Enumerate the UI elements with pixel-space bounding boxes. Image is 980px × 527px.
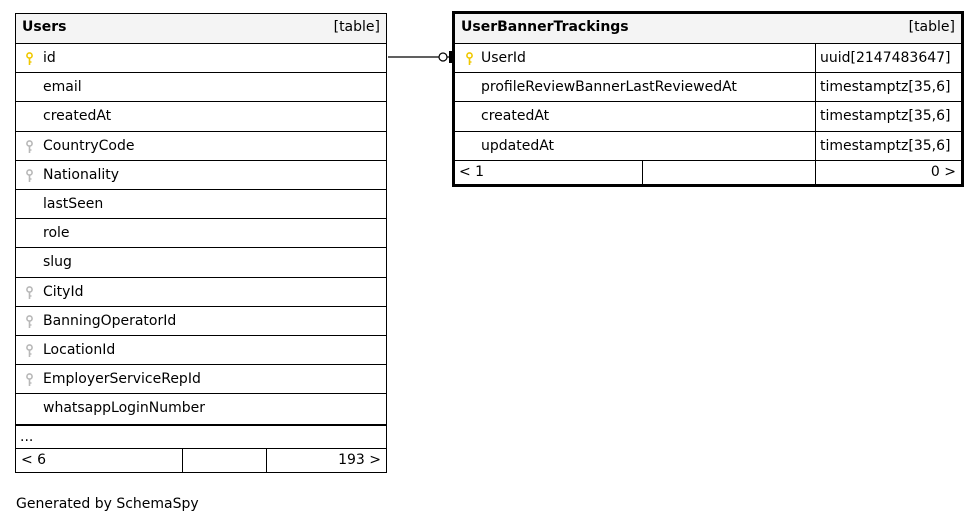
foreign-key-icon <box>26 315 32 328</box>
column-name-cell <box>455 132 816 160</box>
column-row[interactable] <box>16 335 386 364</box>
footer-spacer <box>643 161 816 184</box>
column-name: profileReviewBannerLastReviewedAt <box>481 79 737 96</box>
column-row[interactable] <box>16 101 386 130</box>
column-row[interactable] <box>16 131 386 160</box>
children-count[interactable]: 193 > <box>338 452 381 468</box>
column-name: id <box>43 50 56 66</box>
column-name: CityId <box>43 283 84 300</box>
column-name: LocationId <box>43 342 116 358</box>
column-type: timestamptz[35,6] <box>820 137 951 154</box>
column-name: EmployerServiceRepId <box>43 371 201 388</box>
column-row[interactable] <box>455 101 961 130</box>
column-name: CountryCode <box>43 137 135 154</box>
ellipsis: ... <box>20 429 34 445</box>
foreign-key-icon <box>26 140 32 153</box>
column-name: role <box>43 225 70 242</box>
column-name: updatedAt <box>481 137 555 154</box>
column-row[interactable] <box>455 72 961 101</box>
column-name-cell <box>455 73 816 101</box>
column-row[interactable] <box>16 72 386 101</box>
column-type: timestamptz[35,6] <box>820 108 951 125</box>
table-kind: [table] <box>333 19 380 35</box>
column-name: UserId <box>481 50 526 66</box>
column-name: createdAt <box>43 108 112 125</box>
column-row[interactable] <box>16 247 386 276</box>
column-row[interactable] <box>16 364 386 393</box>
generated-by-footer: Generated by SchemaSpy <box>16 496 199 512</box>
column-type: timestamptz[35,6] <box>820 79 951 96</box>
users-table-header <box>16 14 386 43</box>
column-row[interactable] <box>455 131 961 160</box>
table-kind: [table] <box>908 19 955 35</box>
column-name-cell <box>455 44 816 72</box>
table-name: UserBannerTrackings <box>461 19 629 35</box>
tracking-footer-row <box>455 160 961 184</box>
zero-cardinality-marker <box>439 53 447 61</box>
foreign-key-icon <box>26 286 32 299</box>
parents-count[interactable]: < 6 <box>16 449 183 472</box>
column-row[interactable] <box>16 189 386 218</box>
userbannertrackings-table-header <box>455 14 961 43</box>
column-row[interactable] <box>455 43 961 72</box>
parents-count[interactable]: < 1 <box>455 161 643 184</box>
column-name: lastSeen <box>43 196 104 212</box>
column-name: whatsappLoginNumber <box>43 400 206 417</box>
column-row[interactable] <box>16 43 386 72</box>
users-table[interactable] <box>15 13 387 473</box>
column-row[interactable] <box>16 160 386 189</box>
userbannertrackings-table[interactable] <box>452 11 964 187</box>
primary-key-icon <box>26 52 32 65</box>
column-name: email <box>43 79 82 96</box>
column-name-cell <box>455 102 816 130</box>
foreign-key-icon <box>26 344 32 357</box>
foreign-key-icon <box>26 169 32 182</box>
column-name: slug <box>43 254 72 271</box>
column-name: createdAt <box>481 108 550 125</box>
users-ellipsis-row <box>16 424 386 448</box>
users-footer-row <box>16 448 386 472</box>
table-name: Users <box>22 19 67 35</box>
column-row[interactable] <box>16 277 386 306</box>
column-row[interactable] <box>16 218 386 247</box>
footer-spacer <box>183 449 267 472</box>
column-row[interactable] <box>16 393 386 422</box>
column-name: Nationality <box>43 166 120 183</box>
foreign-key-icon <box>26 373 32 386</box>
column-row[interactable] <box>16 306 386 335</box>
column-type: uuid[2147483647] <box>820 50 951 66</box>
column-name: BanningOperatorId <box>43 312 177 329</box>
children-count[interactable]: 0 > <box>930 164 956 180</box>
